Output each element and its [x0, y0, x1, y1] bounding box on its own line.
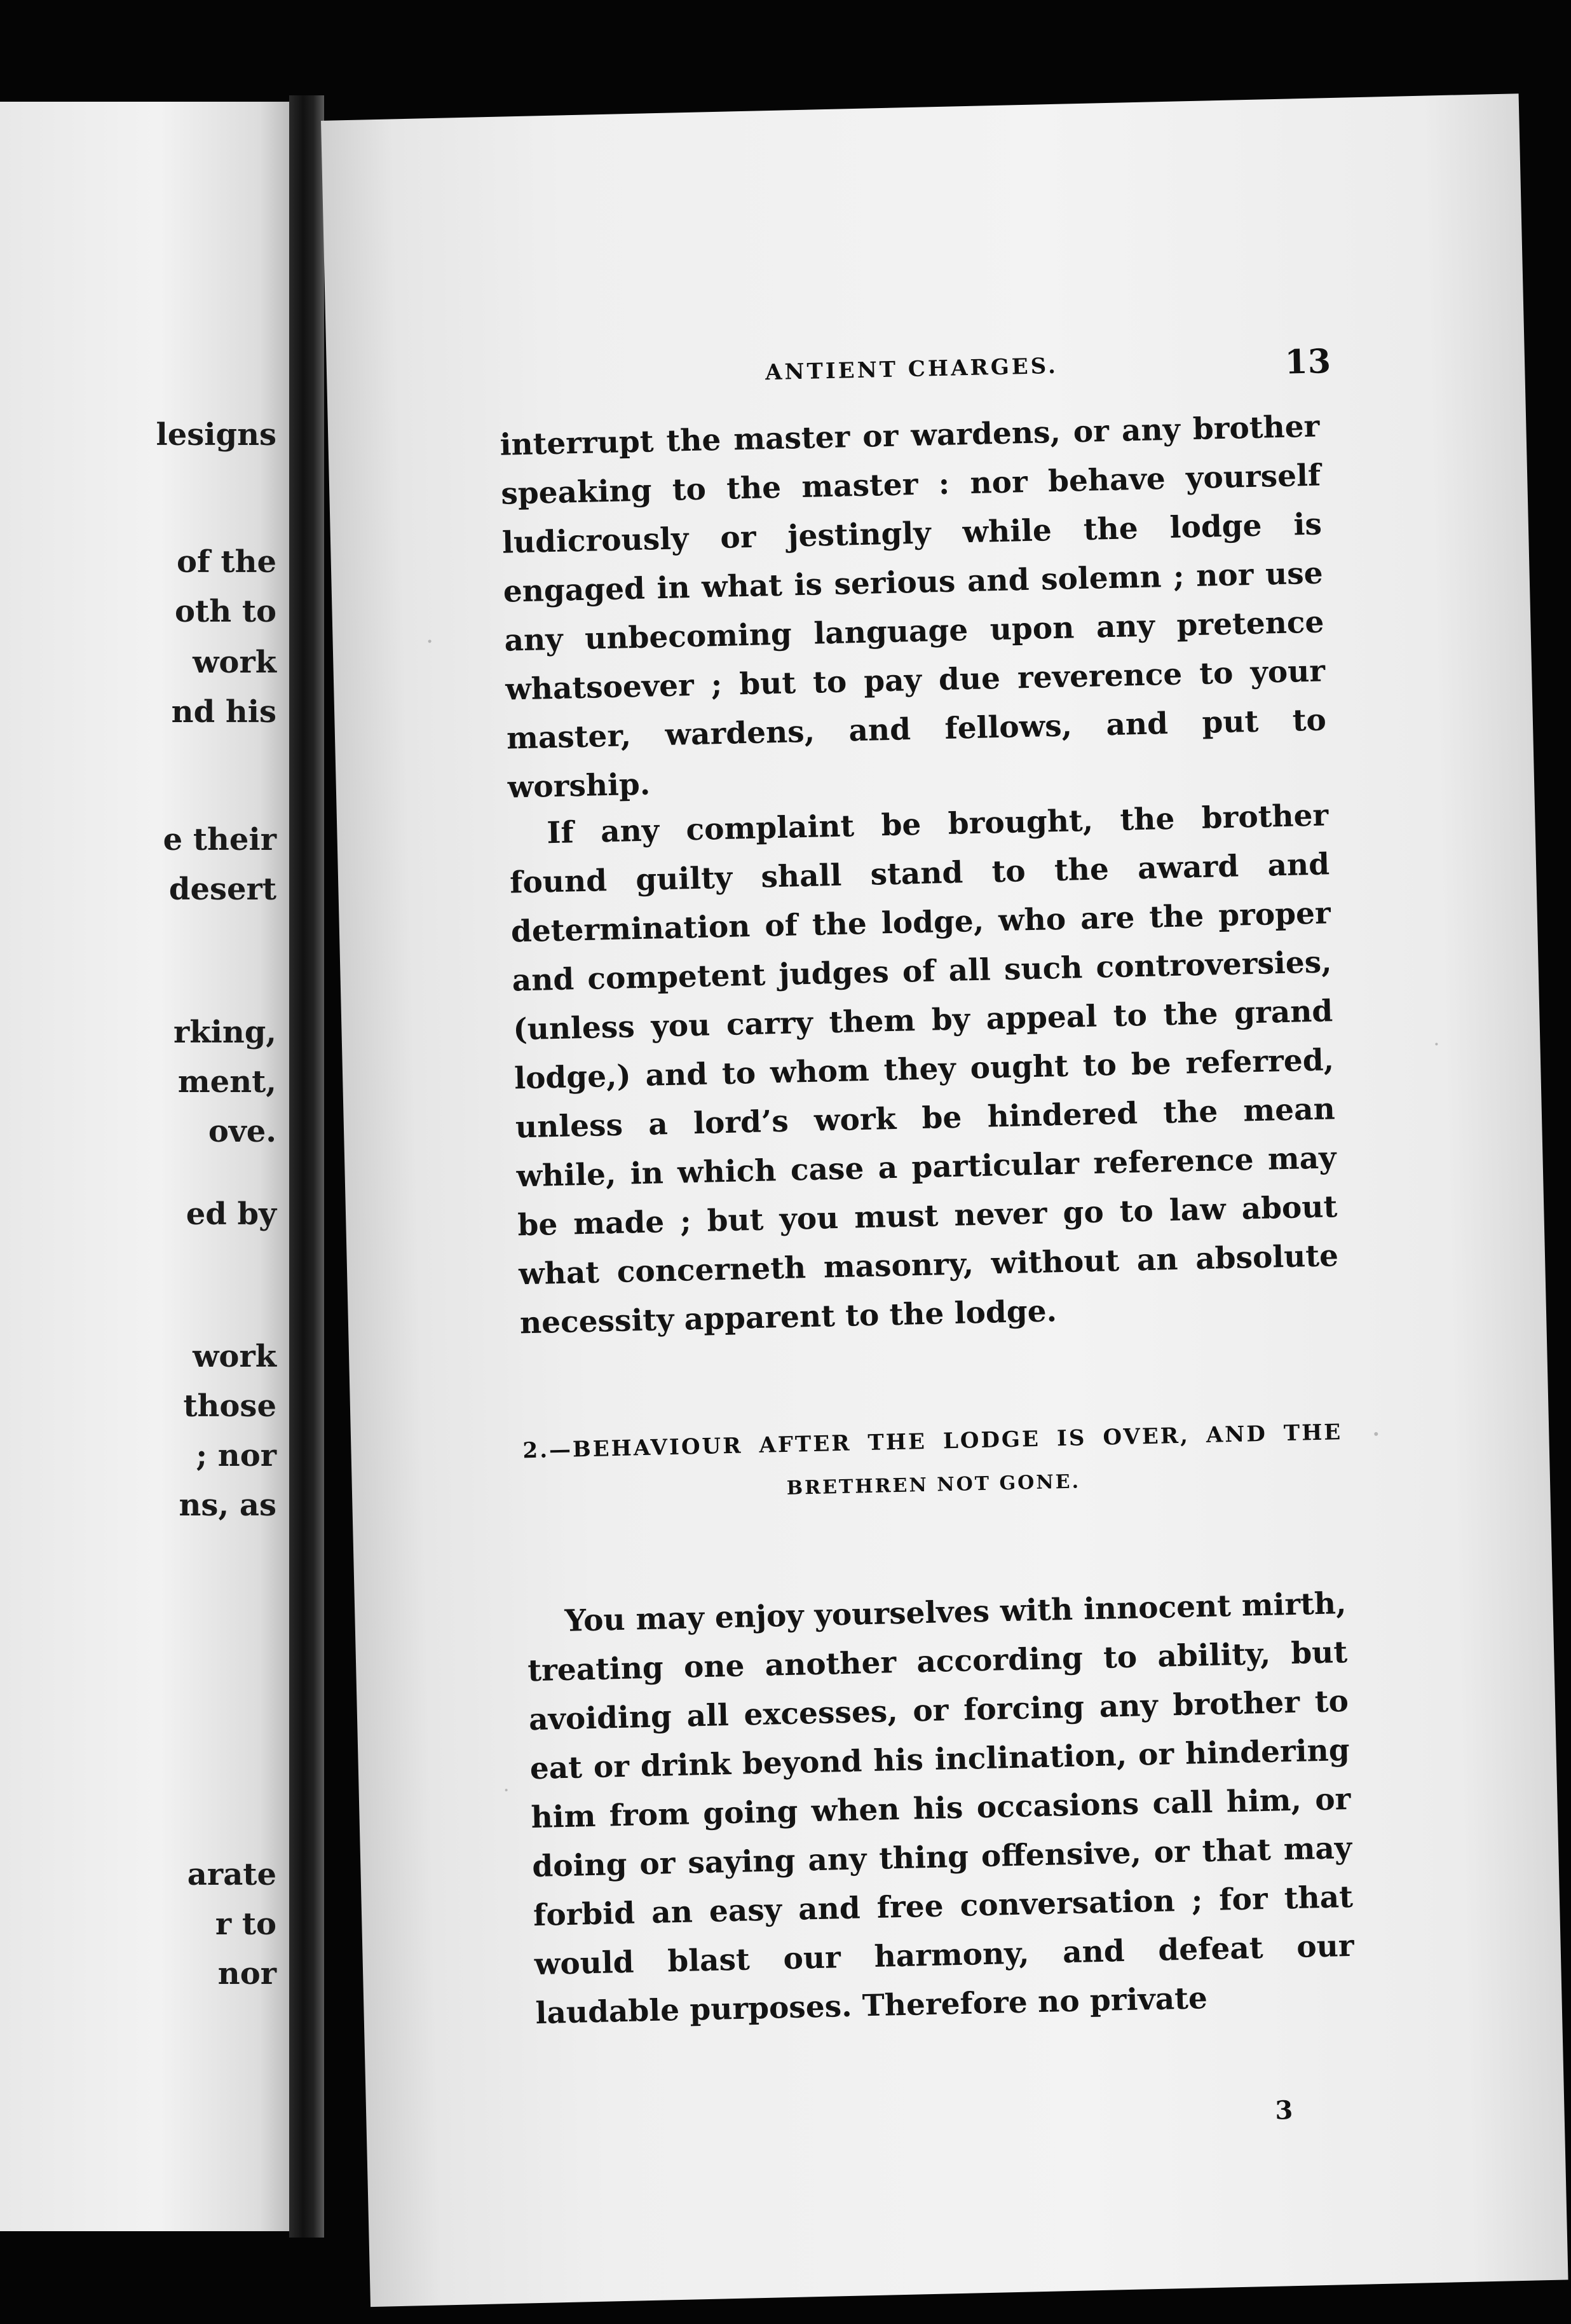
signature-mark: 3 — [1274, 2095, 1293, 2126]
left-text-line: ; nor — [196, 1438, 276, 1473]
paper-speck — [428, 639, 432, 643]
left-text-line: rking, — [173, 1015, 276, 1050]
section-heading — [522, 1407, 1344, 1514]
section-heading-line-2: BRETHREN NOT GONE. — [786, 1470, 1081, 1500]
left-text-line: e their — [163, 822, 276, 858]
right-page — [321, 93, 1568, 2307]
page-text-block — [493, 99, 1362, 2303]
paper-speck — [1435, 1043, 1438, 1046]
page-number: 13 — [1284, 342, 1331, 382]
left-text-line: oth to — [175, 594, 276, 629]
paper-speck — [505, 1789, 508, 1791]
left-text-line: ment, — [177, 1064, 276, 1100]
left-text-line: work — [193, 645, 276, 680]
left-text-line: those — [183, 1388, 276, 1424]
paragraph-behaviour: You may enjoy yourselves with innocent mirth, treating one another according to ability, but avoiding all excesses, or forcing any brother to eat or drink beyond his inclination, or hindering him from going when his occasions call him, or doing or saying any thing offensive, or that may forbid an easy and free conversation ; for that would blast our harmony, and defeat our laudable purposes. Therefore no private — [527, 1586, 1355, 2032]
left-text-line: desert — [168, 871, 276, 907]
running-head — [498, 342, 1331, 404]
left-text-line: nd his — [171, 694, 276, 730]
left-text-line: ove. — [208, 1114, 276, 1149]
paragraph-continued: interrupt the master or wardens, or any brother speaking to the master : nor behave yourself ludicrously or jestingly while the lodge is engaged in what is serious and solemn ; nor use any unbecoming language upon any pretence whatsoever ; but to pay due reverence to your master, wardens, and fellows, and put to worship. — [500, 409, 1327, 805]
left-text-line: arate — [187, 1857, 276, 1892]
left-text-line: ns, as — [179, 1487, 276, 1523]
left-text-line: work — [193, 1339, 276, 1374]
left-text-line: ed by — [186, 1196, 276, 1232]
section-heading-line-1: 2.—BEHAVIOUR AFTER THE LODGE IS OVER, AND THE — [522, 1419, 1343, 1464]
left-text-line: of the — [177, 544, 276, 580]
paragraph-complaints: If any complaint be brought, the brother found guilty shall stand to the award and determination of the lodge, who are the proper and competent judges of all such controversies, (unless you carry them by appeal to the grand lodge,) and to whom they ought to be referred, unless a lord’s work be hindered the mean while, in which case a particular reference may be made ; but you must never go to law about what concerneth masonry, without an absolute necessity apparent to the lodge. — [509, 798, 1339, 1341]
left-page-fragment — [0, 102, 289, 2231]
left-text-line: r to — [215, 1906, 276, 1942]
left-text-line: nor — [217, 1956, 276, 1992]
running-title: ANTIENT CHARGES. — [765, 353, 1059, 386]
book-gutter — [289, 95, 324, 2238]
left-text-line: lesigns — [156, 417, 276, 453]
paper-speck — [1374, 1432, 1378, 1436]
